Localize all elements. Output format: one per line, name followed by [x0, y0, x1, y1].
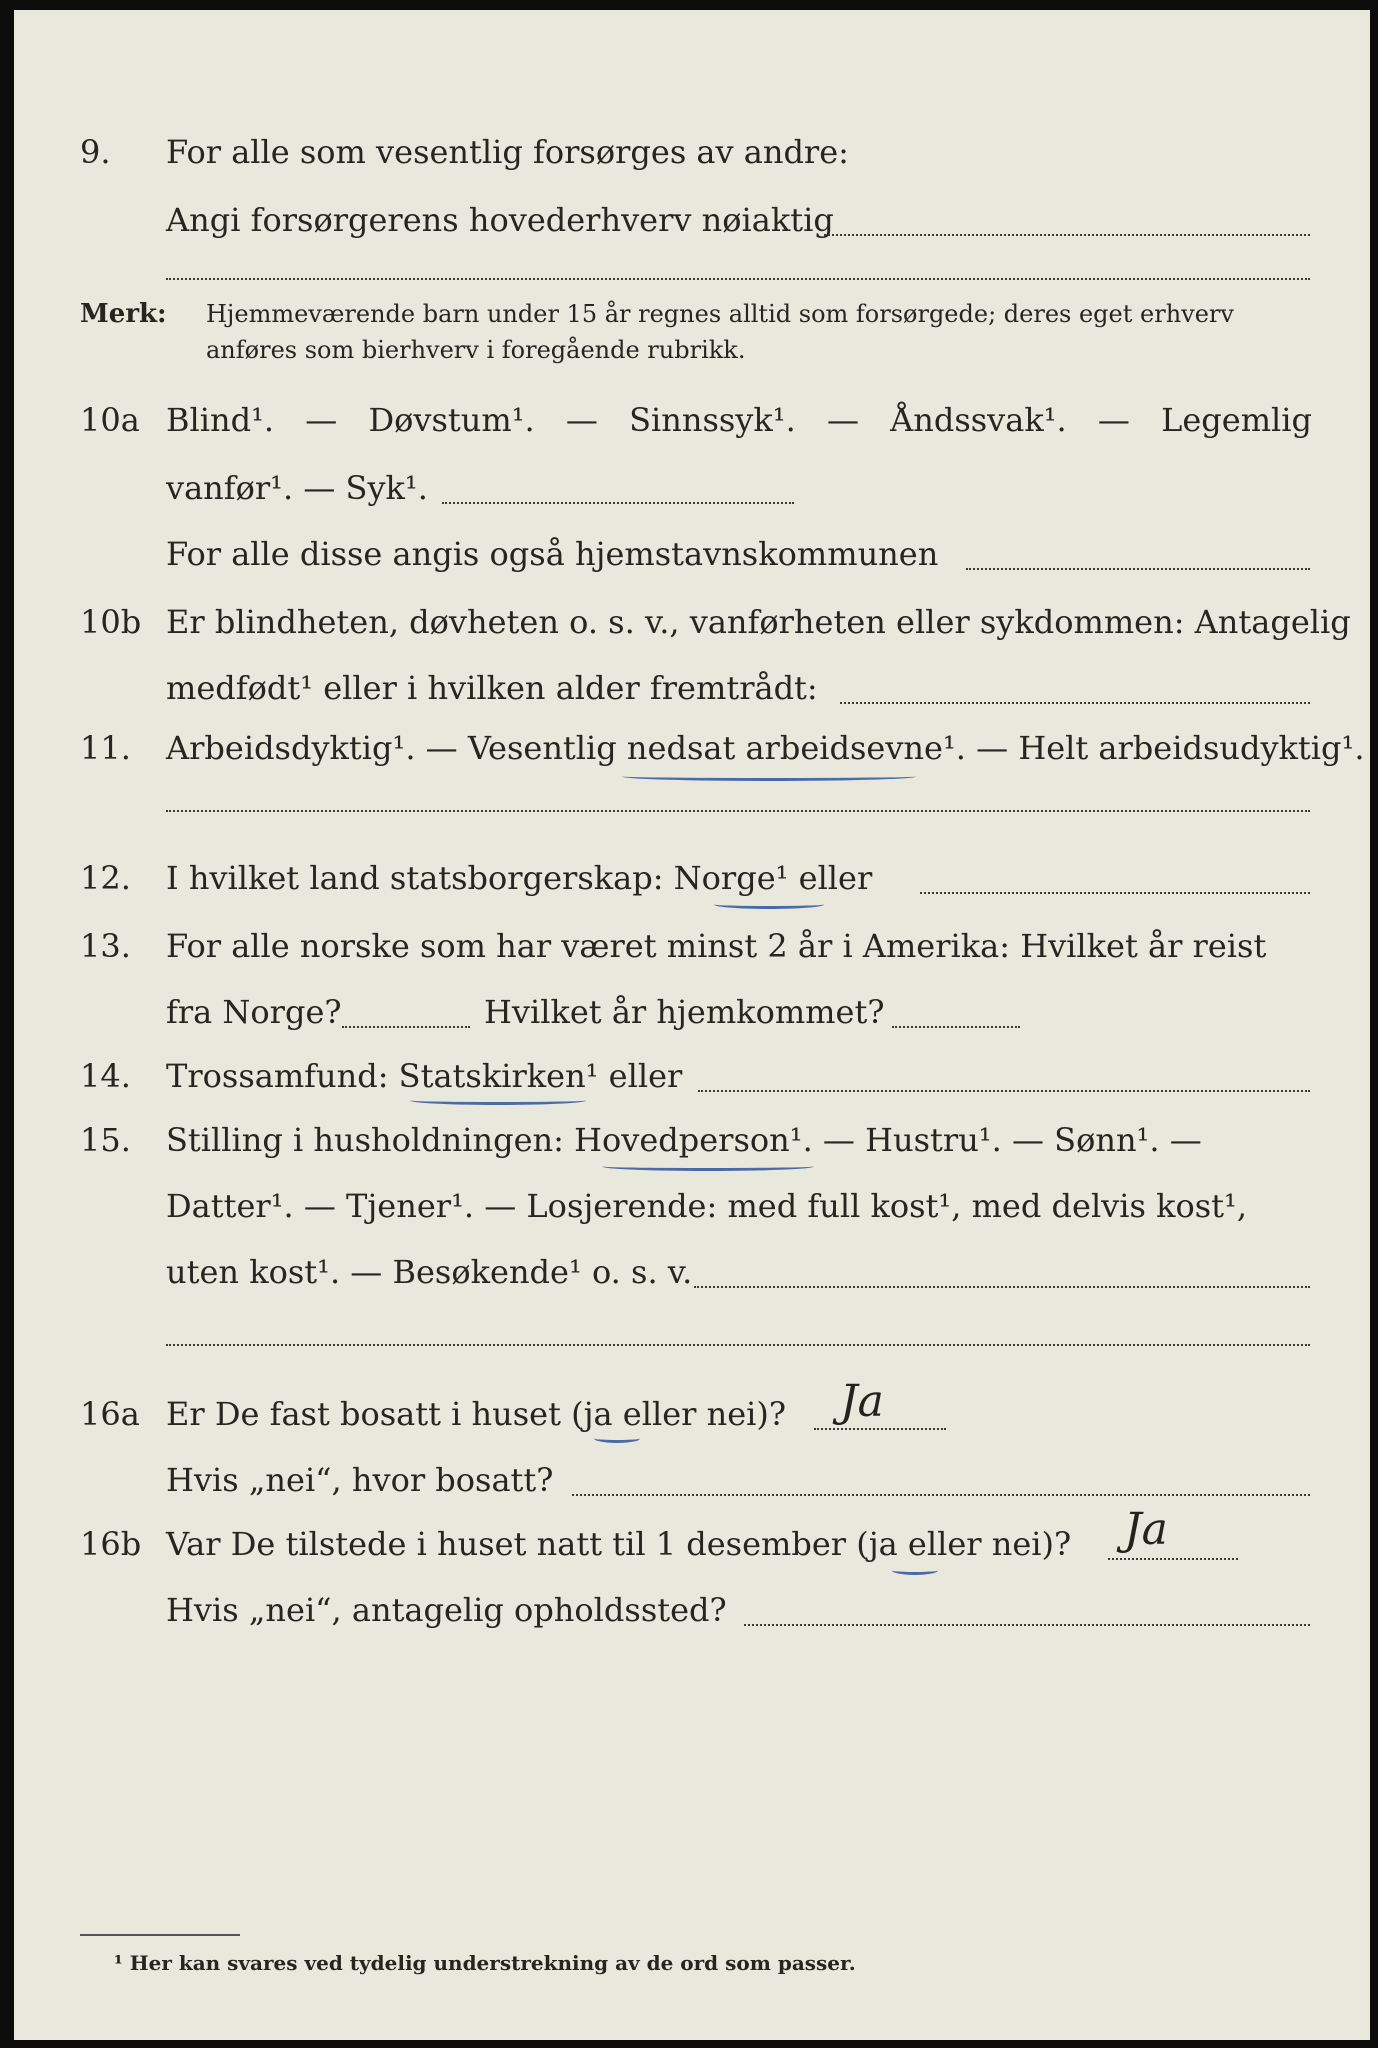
q15-line-2	[14, 1180, 1370, 1232]
q15-line-1	[14, 1114, 1370, 1166]
option-dovstum[interactable]: Døvstum¹.	[368, 401, 535, 439]
q13-line-2	[14, 986, 1370, 1038]
q13-reist: fra Norge?	[166, 993, 342, 1031]
dash: —	[565, 401, 598, 439]
q10b-line-1	[14, 596, 1370, 648]
merk-label: Merk:	[80, 299, 167, 329]
q15-line-3	[14, 1246, 1370, 1298]
q10b-line-2	[14, 662, 1370, 714]
q16a-bosatt-field[interactable]	[572, 1494, 1310, 1496]
q16b-opholdssted: Hvis „nei“, antagelig opholdssted?	[166, 1591, 727, 1629]
q10a-syk-field[interactable]	[442, 502, 794, 504]
census-form-page	[14, 10, 1370, 2040]
option-blind[interactable]: Blind¹.	[166, 401, 275, 439]
q12-number: 12.	[80, 859, 131, 897]
q14-number: 14.	[80, 1057, 131, 1095]
q10b-answer-field[interactable]	[840, 702, 1310, 704]
q12-answer-field[interactable]	[920, 892, 1310, 894]
q16a-answer-field[interactable]	[814, 1428, 946, 1430]
q15-options-1[interactable]: Stilling i husholdningen: Hovedperson¹. — Hustru¹. — Sønn¹. —	[166, 1121, 1202, 1159]
q12-line-1	[14, 852, 1370, 904]
q16b-handwritten-answer: Ja	[1124, 1504, 1168, 1555]
q10b-number: 10b	[80, 603, 142, 641]
q11-number: 11.	[80, 729, 131, 767]
q12-underline-mark	[714, 900, 824, 909]
q10a-options	[166, 394, 1312, 446]
option-andssvak[interactable]: Åndssvak¹.	[890, 401, 1067, 439]
q11-line-1	[14, 722, 1370, 774]
q11-underline-mark	[622, 772, 916, 781]
dash: —	[305, 401, 338, 439]
q10b-medfodt: medfødt¹ eller i hvilken alder fremtrådt:	[166, 669, 818, 707]
q15-underline-mark	[602, 1162, 814, 1171]
q10a-number: 10a	[80, 401, 140, 439]
q10a-line-2	[14, 462, 1370, 514]
q16b-opholdssted-field[interactable]	[744, 1624, 1310, 1626]
q10a-hjemstavn: For alle disse angis også hjemstavnskommunen	[166, 535, 939, 573]
q13-question: For alle norske som har været minst 2 år i Amerika: Hvilket år reist	[166, 927, 1267, 965]
q16a-underline-mark	[594, 1434, 640, 1443]
q16a-hvor-bosatt: Hvis „nei“, hvor bosatt?	[166, 1461, 554, 1499]
q16b-number: 16b	[80, 1525, 142, 1563]
q16a-handwritten-answer: Ja	[840, 1376, 884, 1427]
q16a-number: 16a	[80, 1395, 140, 1433]
q13-number: 13.	[80, 927, 131, 965]
q13-hjemkommet-field[interactable]	[892, 1026, 1020, 1028]
q10a-hjemstavn-field[interactable]	[966, 568, 1310, 570]
q9-line-2	[14, 194, 1370, 246]
q16b-question: Var De tilstede i huset natt til 1 desember (ja eller nei)?	[166, 1525, 1072, 1563]
q15-answer-line[interactable]	[166, 1344, 1310, 1346]
q9-answer-field[interactable]	[824, 234, 1310, 236]
footnote: ¹ Her kan svares ved tydelig understrekning av de ord som passer.	[114, 1951, 856, 1975]
q12-question[interactable]: I hvilket land statsborgerskap: Norge¹ eller	[166, 859, 873, 897]
q9-instruction: Angi forsørgerens hovederhverv nøiaktig	[166, 201, 834, 239]
q14-question[interactable]: Trossamfund: Statskirken¹ eller	[166, 1057, 683, 1095]
q10a-line-1	[14, 394, 1370, 446]
q14-underline-mark	[410, 1096, 586, 1105]
q9-answer-line[interactable]	[166, 278, 1310, 280]
q9-number: 9.	[80, 133, 111, 171]
dash: —	[826, 401, 859, 439]
q16a-question: Er De fast bosatt i huset (ja eller nei)?	[166, 1395, 787, 1433]
q15-number: 15.	[80, 1121, 131, 1159]
q16b-answer-field[interactable]	[1108, 1558, 1238, 1560]
q10a-vanfor-syk[interactable]: vanfør¹. — Syk¹.	[166, 469, 428, 507]
q10a-line-3	[14, 528, 1370, 580]
footnote-rule	[80, 1934, 240, 1936]
q16b-underline-mark	[892, 1566, 938, 1575]
q10b-question: Er blindheten, døvheten o. s. v., vanførheten eller sykdommen: Antagelig	[166, 603, 1351, 641]
q11-answer-line[interactable]	[166, 810, 1310, 812]
q15-options-2[interactable]: Datter¹. — Tjener¹. — Losjerende: med full kost¹, med delvis kost¹,	[166, 1187, 1248, 1225]
q16a-line-2	[14, 1454, 1370, 1506]
q9-question: For alle som vesentlig forsørges av andre:	[166, 133, 849, 171]
merk-text-1: Hjemmeværende barn under 15 år regnes alltid som forsørgede; deres eget erhverv	[206, 300, 1234, 328]
merk-text-2: anføres som bierhverv i foregående rubrikk.	[206, 336, 746, 364]
q13-reist-field[interactable]	[342, 1026, 470, 1028]
q15-answer-field[interactable]	[694, 1286, 1310, 1288]
dash: —	[1097, 401, 1130, 439]
q16b-line-2	[14, 1584, 1370, 1636]
q14-answer-field[interactable]	[698, 1090, 1310, 1092]
q16a-line-1	[14, 1388, 1370, 1440]
q14-line-1	[14, 1050, 1370, 1102]
option-legemlig[interactable]: Legemlig	[1161, 401, 1312, 439]
option-sinnssyk[interactable]: Sinnssyk¹.	[629, 401, 796, 439]
q11-options[interactable]: Arbeidsdyktig¹. — Vesentlig nedsat arbeidsevne¹. — Helt arbeidsudyktig¹.	[166, 729, 1365, 767]
q9-line-1	[14, 126, 1370, 178]
q15-options-3[interactable]: uten kost¹. — Besøkende¹ o. s. v.	[166, 1253, 693, 1291]
q13-line-1	[14, 920, 1370, 972]
q13-hjemkommet: Hvilket år hjemkommet?	[484, 993, 885, 1031]
